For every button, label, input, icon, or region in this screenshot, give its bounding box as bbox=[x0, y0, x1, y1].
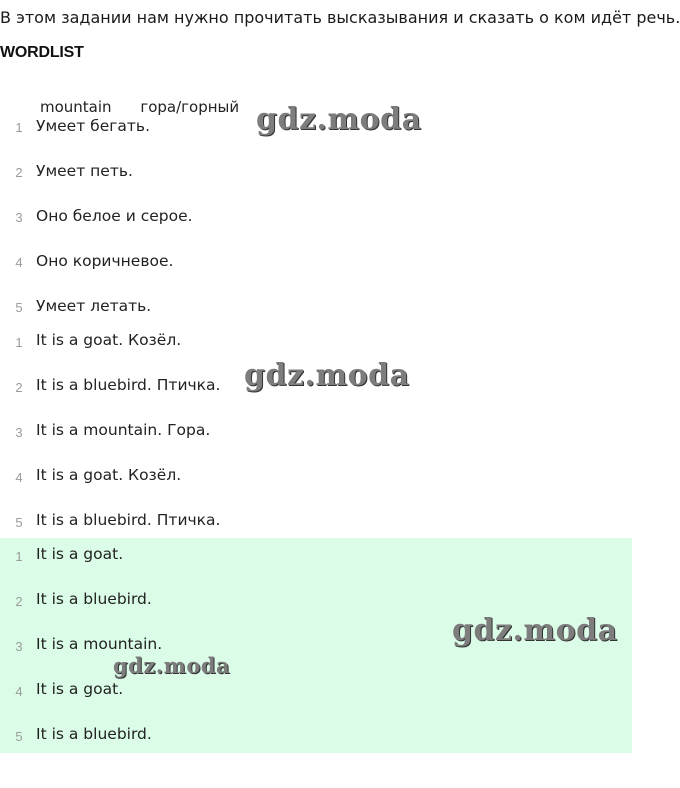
task-intro: В этом задании нам нужно прочитать высказывания и сказать о ком идёт речь. bbox=[0, 8, 680, 27]
item-number: 5 bbox=[15, 300, 23, 315]
item-text: It is a mountain. Гора. bbox=[36, 421, 211, 439]
item-text: It is a bluebird. bbox=[36, 725, 152, 743]
item-text: It is a goat. Козёл. bbox=[36, 466, 182, 484]
wordlist-heading: WORDLIST bbox=[0, 44, 84, 61]
list-item bbox=[0, 673, 632, 718]
list-item bbox=[0, 416, 632, 461]
item-text: Умеет бегать. bbox=[36, 117, 150, 135]
watermark: gdz.moda bbox=[113, 653, 231, 678]
list-item bbox=[0, 239, 632, 284]
item-text: Умеет летать. bbox=[36, 297, 152, 315]
item-number: 1 bbox=[15, 120, 23, 135]
list-item bbox=[0, 149, 632, 194]
watermark: gdz.moda bbox=[256, 102, 422, 137]
item-text: It is a bluebird. Птичка. bbox=[36, 376, 221, 394]
watermark: gdz.moda bbox=[244, 358, 410, 393]
item-number: 5 bbox=[15, 729, 23, 744]
list-item bbox=[0, 461, 632, 506]
item-text: Оно коричневое. bbox=[36, 252, 174, 270]
item-text: It is a bluebird. Птичка. bbox=[36, 511, 221, 529]
watermark: gdz.moda bbox=[452, 613, 618, 648]
list-item bbox=[0, 538, 632, 583]
item-text: Оно белое и серое. bbox=[36, 207, 193, 225]
item-number: 1 bbox=[15, 549, 23, 564]
item-number: 3 bbox=[15, 425, 23, 440]
list-item bbox=[0, 718, 632, 763]
item-number: 5 bbox=[15, 515, 23, 530]
wordlist-word: mountain bbox=[40, 98, 112, 116]
list-item bbox=[0, 284, 632, 329]
item-number: 2 bbox=[15, 594, 23, 609]
wordlist-translation: гора/горный bbox=[140, 98, 240, 116]
item-text: Умеет петь. bbox=[36, 162, 133, 180]
item-number: 4 bbox=[15, 684, 23, 699]
item-number: 1 bbox=[15, 335, 23, 350]
item-number: 2 bbox=[15, 380, 23, 395]
item-text: It is a goat. Козёл. bbox=[36, 331, 182, 349]
item-number: 4 bbox=[15, 255, 23, 270]
item-number: 2 bbox=[15, 165, 23, 180]
item-text: It is a goat. bbox=[36, 545, 124, 563]
item-text: It is a bluebird. bbox=[36, 590, 152, 608]
statements-list bbox=[0, 104, 632, 329]
item-number: 4 bbox=[15, 470, 23, 485]
item-text: It is a goat. bbox=[36, 680, 124, 698]
list-item bbox=[0, 194, 632, 239]
item-number: 3 bbox=[15, 639, 23, 654]
item-number: 3 bbox=[15, 210, 23, 225]
item-text: It is a mountain. bbox=[36, 635, 163, 653]
